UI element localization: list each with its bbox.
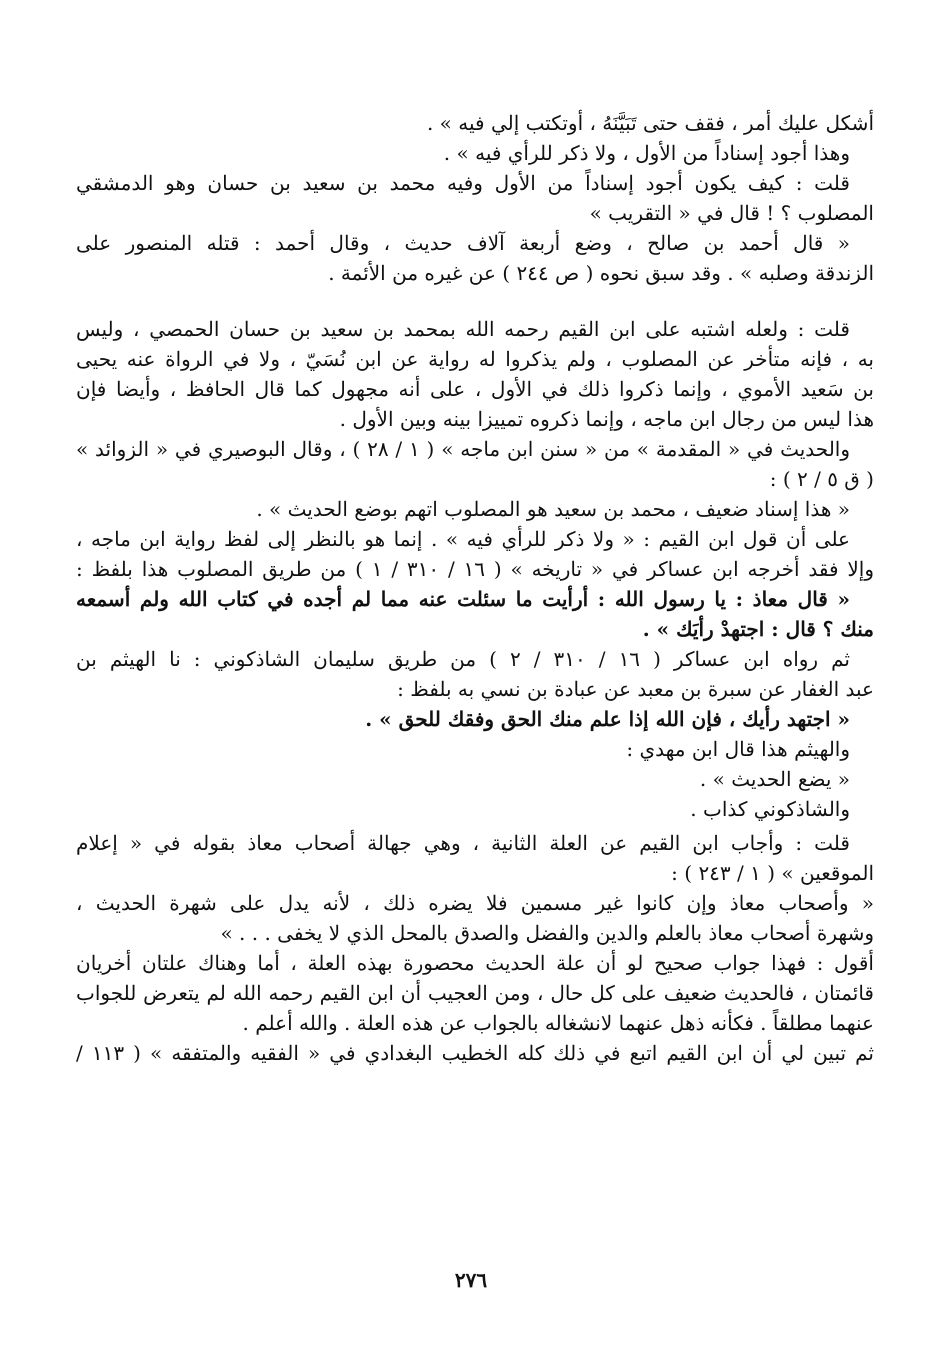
text-line: والحديث في « المقدمة » من « سنن ابن ماجه » ( ١ / ٢٨ ) ، وقال البوصيري في « الزوائد » [76, 437, 850, 461]
text-line: قائمتان ، فالحديث ضعيف على كل حال ، ومن العجيب أن ابن القيم رحمه الله لم يتعرض للجواب [76, 981, 874, 1005]
text-line: قلت : وأجاب ابن القيم عن العلة الثانية ، وهي جهالة أصحاب معاذ بقوله في « إعلام [76, 831, 850, 855]
text-line: « وأصحاب معاذ وإن كانوا غير مسمين فلا يضره ذلك ، لأنه يدل على شهرة الحديث ، [76, 891, 874, 915]
text-line: عنهما مطلقاً . فكأنه ذهل عنهما لانشغاله بالجواب عن هذه العلة . والله أعلم . [242, 1011, 874, 1035]
page-body [76, 108, 874, 1068]
text-line: الموقعين » ( ١ / ٢٤٣ ) : [671, 861, 874, 885]
text-line: ثم تبين لي أن ابن القيم اتبع في ذلك كله الخطيب البغدادي في « الفقيه والمتفقه » ( ١١٣ / [76, 1041, 874, 1065]
text-line: « هذا إسناد ضعيف ، محمد بن سعيد هو المصلوب اتهم بوضع الحديث » . [256, 497, 850, 521]
text-line: « يضع الحديث » . [699, 767, 850, 791]
text-line: الزندقة وصلبه » . وقد سبق نحوه ( ص ٢٤٤ ) عن غيره من الأئمة . [328, 261, 874, 285]
text-line: « قال أحمد بن صالح ، وضع أربعة آلاف حديث ، وقال أحمد : قتله المنصور على [76, 231, 850, 255]
text-line: والشاذكوني كذاب . [690, 797, 850, 821]
text-line: أشكل عليك أمر ، فقف حتى تَبَيَّنَهُ ، أوتكتب إلي فيه » . [426, 111, 874, 135]
hadith-line: منك ؟ قال : اجتهدْ رأيَك » . [642, 617, 874, 641]
text-line: المصلوب ؟ ! قال في « التقريب » [589, 201, 874, 225]
text-line: وهذا أجود إسناداً من الأول ، ولا ذكر للرأي فيه » . [443, 141, 850, 165]
text-line: به ، فإنه متأخر عن المصلوب ، ولم يذكروا له رواية عن ابن نُسَيّ ، ولا في الرواة عنه يحيى [76, 347, 874, 371]
text-line: وإلا فقد أخرجه ابن عساكر في « تاريخه » ( ١٦ / ٣١٠ / ١ ) من طريق المصلوب هذا بلفظ : [76, 557, 874, 581]
text-line: وشهرة أصحاب معاذ بالعلم والدين والفضل والصدق بالمحل الذي لا يخفى . . . » [220, 921, 874, 945]
text-line: قلت : كيف يكون أجود إسناداً من الأول وفيه محمد بن سعيد بن حسان وهو الدمشقي [76, 171, 850, 195]
text-line: أقول : فهذا جواب صحيح لو أن علة الحديث محصورة بهذه العلة ، أما وهناك علتان أخريان [76, 951, 874, 975]
text-line: والهيثم هذا قال ابن مهدي : [626, 737, 850, 761]
hadith-line: « اجتهد رأيك ، فإن الله إذا علم منك الحق وفقك للحق » . [365, 707, 850, 731]
text-line: على أن قول ابن القيم : « ولا ذكر للرأي فيه » . إنما هو بالنظر إلى لفظ رواية ابن ماجه ، [76, 527, 850, 551]
text-line: بن سَعيد الأموي ، وإنما ذكروا ذلك في الأول ، على أنه مجهول كما قال الحافظ ، وأيضا فإن [76, 377, 874, 401]
text-line: عبد الغفار عن سبرة بن معبد عن عبادة بن نسي به بلفظ : [397, 677, 874, 701]
text-line: هذا ليس من رجال ابن ماجه ، وإنما ذكروه تمييزا بينه وبين الأول . [339, 407, 874, 431]
text-line: ( ق ٥ / ٢ ) : [769, 467, 874, 491]
text-line: قلت : ولعله اشتبه على ابن القيم رحمه الله بمحمد بن سعيد بن حسان الحمصي ، وليس [76, 317, 850, 341]
paragraph-gap [76, 288, 874, 314]
page-number: ٢٧٦ [454, 1268, 488, 1292]
text-line: ثم رواه ابن عساكر ( ١٦ / ٣١٠ / ٢ ) من طريق سليمان الشاذكوني : نا الهيثم بن [76, 647, 850, 671]
hadith-line: « قال معاذ : يا رسول الله : أرأيت ما سئلت عنه مما لم أجده في كتاب الله ولم أسمعه [76, 587, 850, 611]
